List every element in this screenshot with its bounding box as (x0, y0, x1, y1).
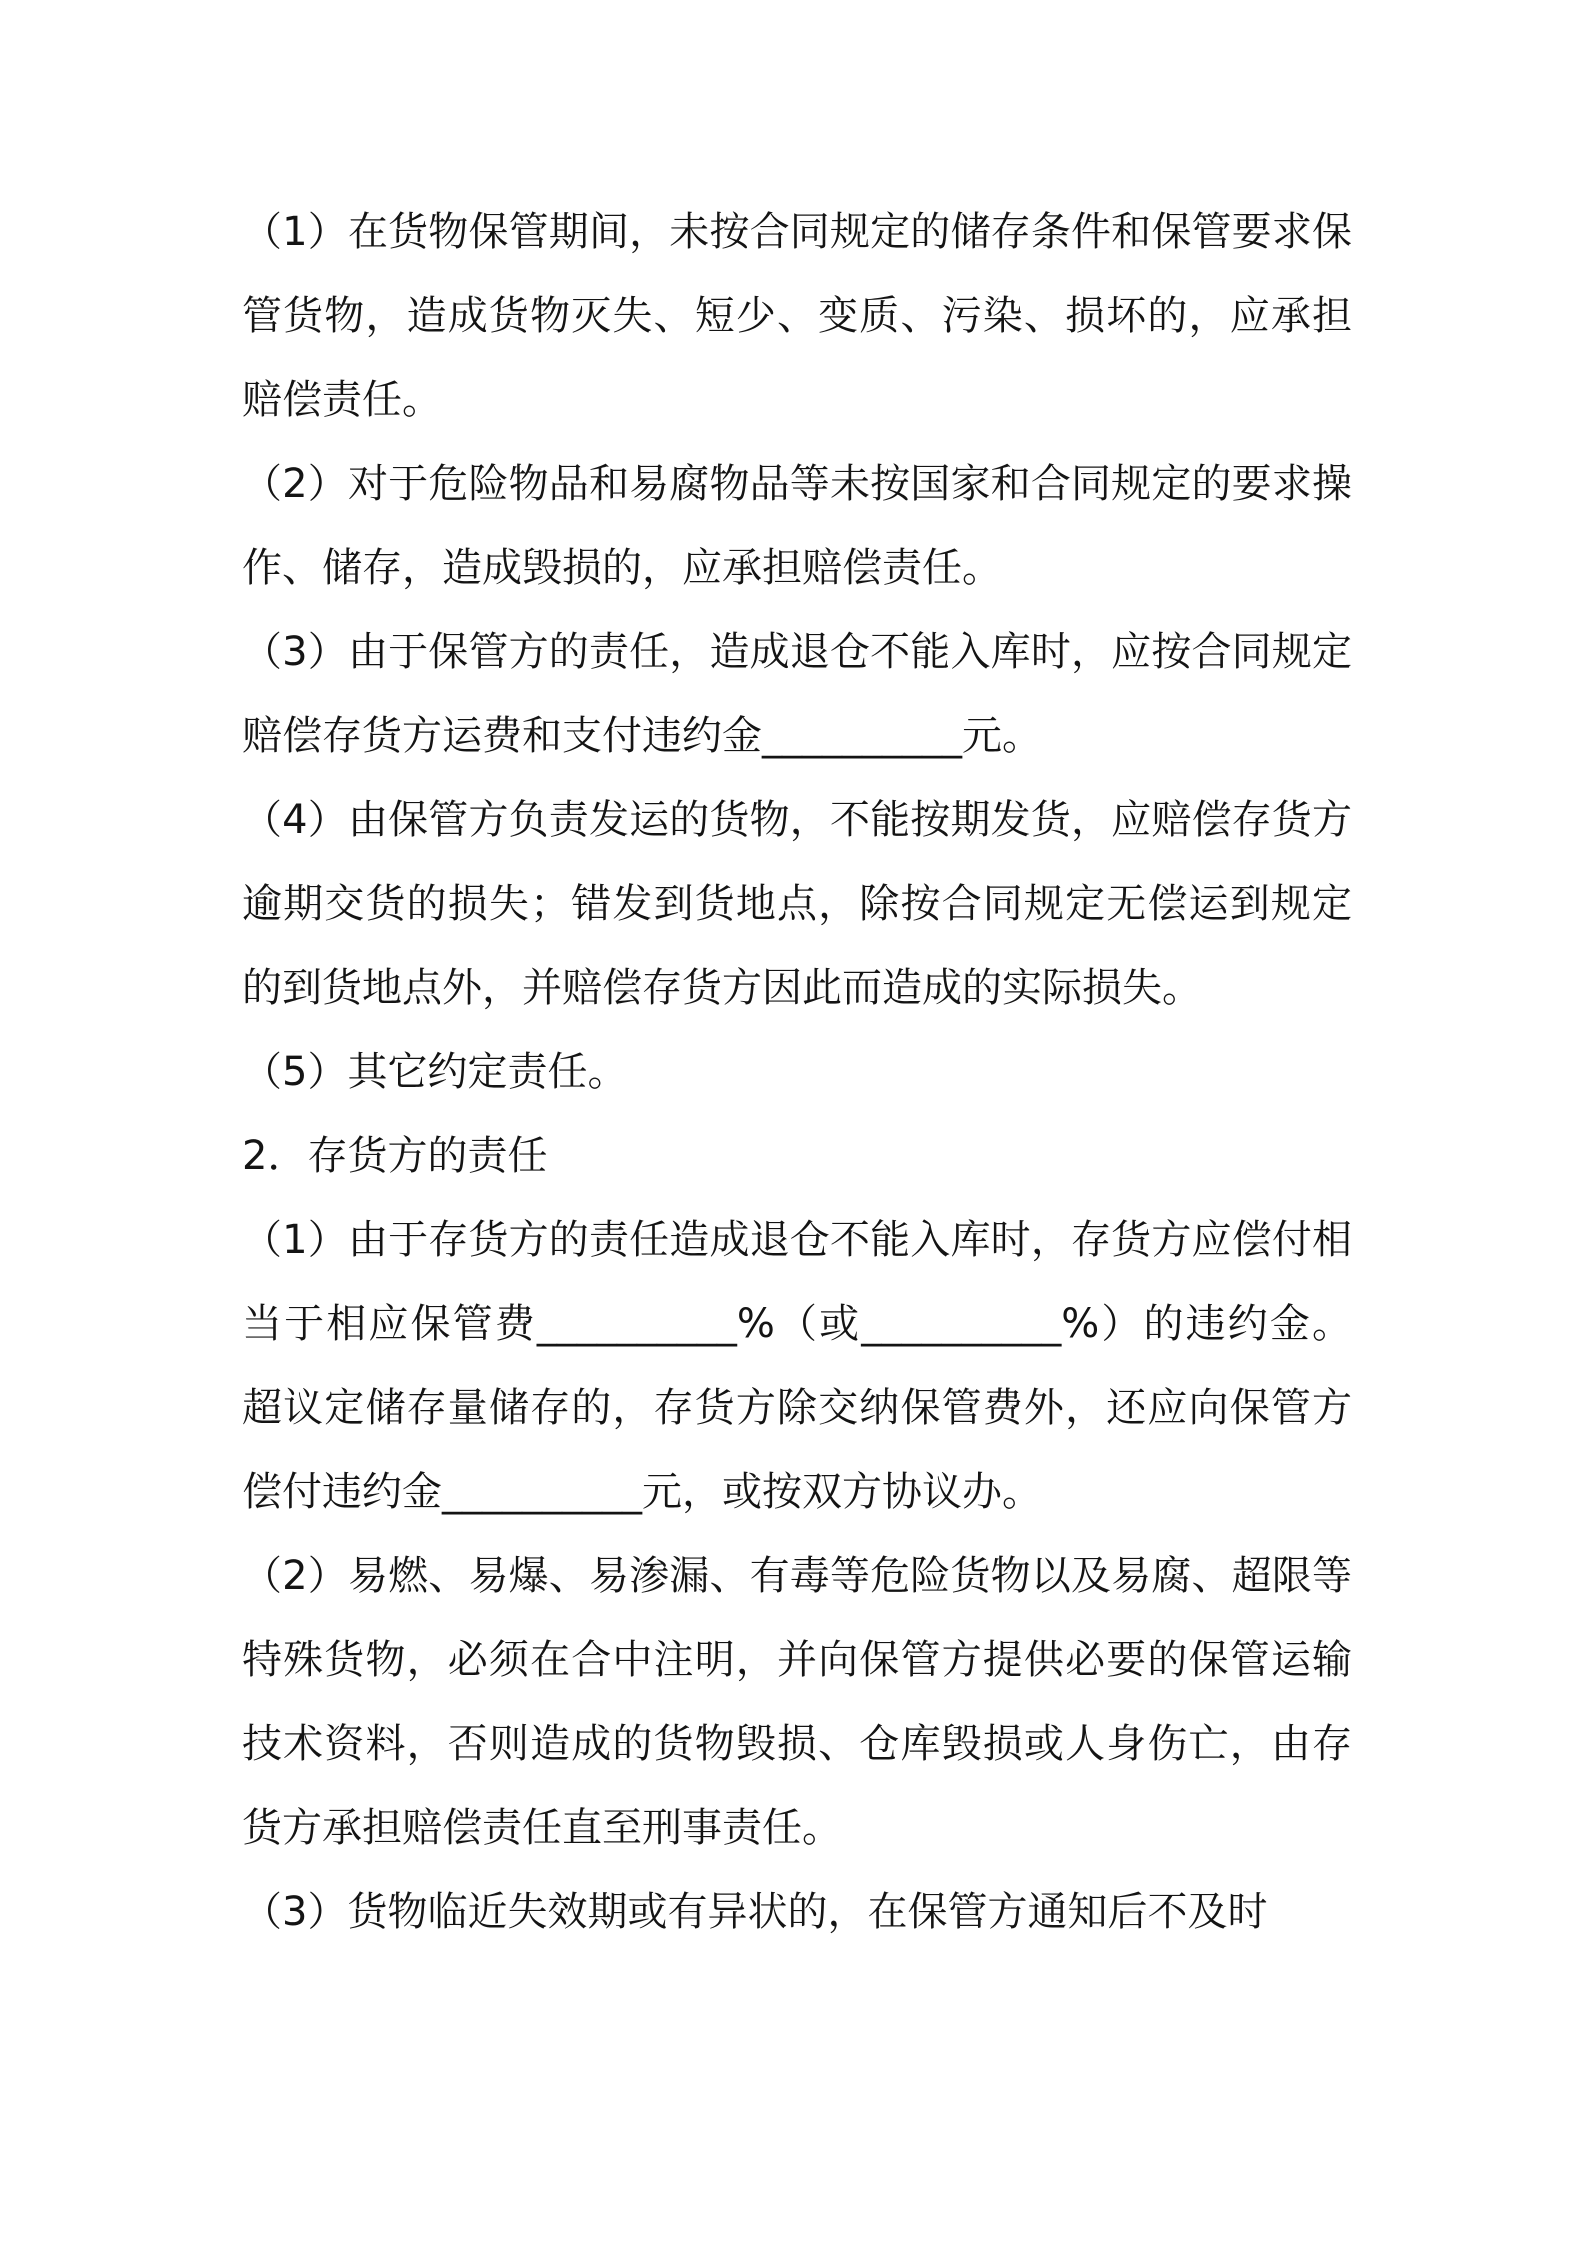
section-heading-storer-responsibility: 2．存货方的责任 (242, 1133, 548, 1179)
paragraph-4: （4）由保管方负责发运的货物，不能按期发货，应赔偿存货方逾期交货的损失；错发到货地点，除按合同规定无偿运到规定的到货地点外，并赔偿存货方因此而造成的实际损失。 (242, 797, 1352, 1011)
paragraph-1: （1）在货物保管期间，未按合同规定的储存条件和保管要求保管货物，造成货物灭失、短少、变质、污染、损坏的，应承担赔偿责任。 (242, 209, 1352, 423)
paragraph-6: （1）由于存货方的责任造成退仓不能入库时，存货方应偿付相当于相应保管费__________%（或__________%）的违约金。超议定储存量储存的，存货方除交纳保管费外，还应向保管方偿付违约金__________元，或按双方协议办。 (242, 1217, 1352, 1515)
paragraph-3: （3）由于保管方的责任，造成退仓不能入库时，应按合同规定赔偿存货方运费和支付违约金__________元。 (242, 629, 1352, 759)
document-body (242, 190, 1352, 1954)
paragraph-5: （5）其它约定责任。 (242, 1049, 628, 1095)
paragraph-2: （2）对于危险物品和易腐物品等未按国家和合同规定的要求操作、储存，造成毁损的，应承担赔偿责任。 (242, 461, 1352, 591)
paragraph-8: （3）货物临近失效期或有异状的，在保管方通知后不及时 (242, 1889, 1268, 1935)
paragraph-7: （2）易燃、易爆、易渗漏、有毒等危险货物以及易腐、超限等特殊货物，必须在合中注明，并向保管方提供必要的保管运输技术资料，否则造成的货物毁损、仓库毁损或人身伤亡，由存货方承担赔偿责任直至刑事责任。 (242, 1553, 1352, 1851)
